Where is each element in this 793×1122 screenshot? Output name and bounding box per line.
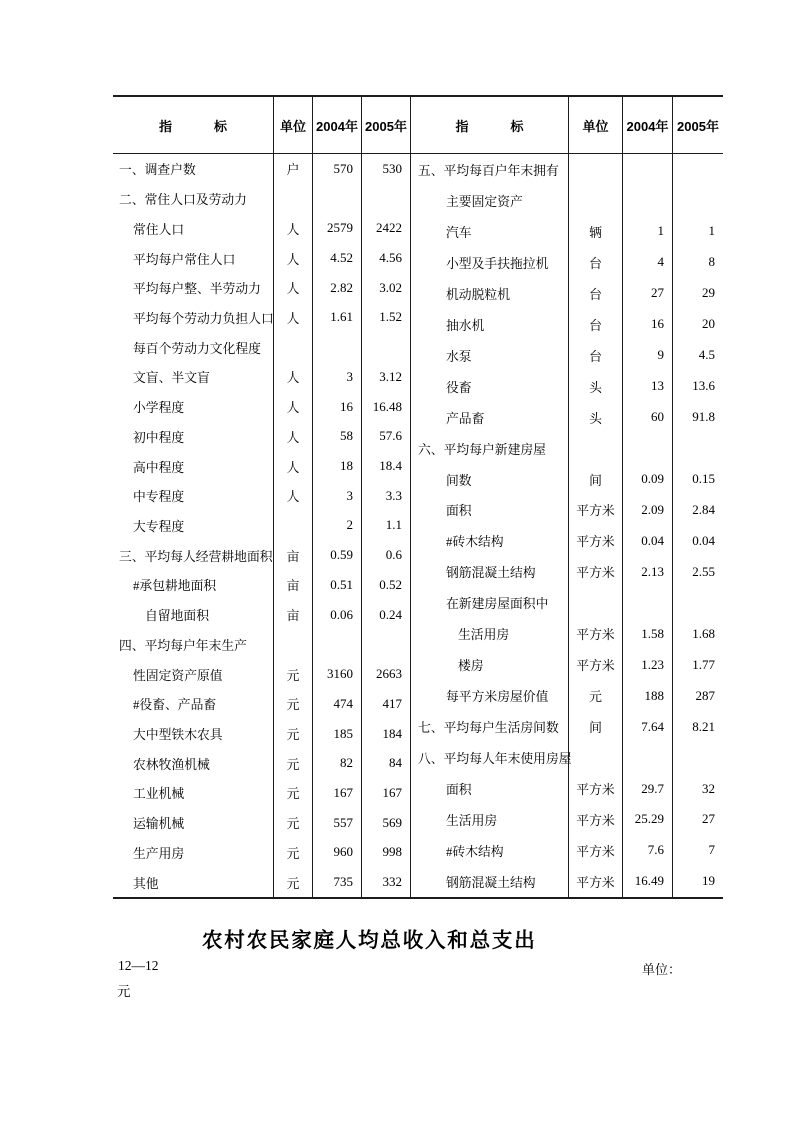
value-2005-cell: 0.6: [385, 547, 402, 563]
unit-cell: 平方米: [569, 525, 623, 556]
value-2005-cell: 1: [708, 223, 715, 239]
value-2005-cell: 998: [382, 844, 402, 860]
indicator-cell: 生活用房: [411, 804, 569, 835]
value-2005-cell: 1.52: [379, 309, 402, 325]
table-row: [113, 719, 410, 749]
indicator-cell: 生活用房: [411, 618, 569, 649]
table-row: [411, 525, 723, 556]
column-header-indicator: [113, 97, 274, 153]
table-row: [411, 556, 723, 587]
indicator-cell: 二、常住人口及劳动力: [113, 184, 274, 214]
value-2005-cell: 20: [702, 316, 715, 332]
indicator-cell: 八、平均每人年末使用房屋: [411, 742, 569, 773]
table-row: [113, 748, 410, 778]
column-header-unit: 单位: [569, 97, 623, 153]
table-row: [411, 649, 723, 680]
unit-cell: [569, 185, 623, 216]
indicator-cell: 工业机械: [113, 778, 274, 808]
table-row: [411, 402, 723, 433]
value-2004-cell: [623, 433, 673, 464]
indicator-cell: 面积: [411, 773, 569, 804]
indicator-cell: 平均每户常住人口: [113, 243, 274, 273]
value-2004-cell: 0.04: [623, 525, 673, 556]
value-2005-cell: 4.5: [698, 347, 715, 363]
table-row: [113, 659, 410, 689]
indicator-cell: 自留地面积: [113, 600, 274, 630]
value-2004-cell: 474: [313, 689, 362, 719]
indicator-cell: 三、平均每人经营耕地面积: [113, 540, 274, 570]
unit-cell: 人: [274, 421, 313, 451]
value-2005-cell: [362, 184, 410, 214]
table-row: [113, 808, 410, 838]
unit-cell: 元: [274, 808, 313, 838]
unit-cell: 台: [569, 340, 623, 371]
indicator-cell: #役畜、产品畜: [113, 689, 274, 719]
value-2005-cell: 13.6: [692, 378, 715, 394]
unit-cell: [274, 184, 313, 214]
indicator-cell: 文盲、半文盲: [113, 362, 274, 392]
indicator-cell: 常住人口: [113, 213, 274, 243]
unit-cell: 人: [274, 213, 313, 243]
table-row: [113, 392, 410, 422]
value-2005-cell: 29: [702, 285, 715, 301]
value-2004-cell: 2.82: [313, 273, 362, 303]
value-2004-cell: [313, 184, 362, 214]
table-right-body: [411, 154, 723, 897]
value-2004-cell: 0.59: [313, 540, 362, 570]
value-2004-cell: 60: [623, 402, 673, 433]
statistics-table: [113, 95, 723, 899]
indicator-cell: 机动脱粒机: [411, 278, 569, 309]
table-header-row: [113, 97, 410, 154]
value-2004-cell: 13: [623, 371, 673, 402]
table-row: [113, 600, 410, 630]
value-2005-cell: 84: [389, 755, 402, 771]
table-row: [411, 711, 723, 742]
unit-cell: [569, 154, 623, 185]
value-2005-cell: 2.84: [692, 501, 715, 517]
value-2004-cell: [623, 587, 673, 618]
indicator-cell: 抽水机: [411, 309, 569, 340]
table-row: [113, 778, 410, 808]
value-2004-cell: 2.09: [623, 494, 673, 525]
table-row: [411, 866, 723, 897]
table-row: [411, 742, 723, 773]
unit-cell: 元: [274, 748, 313, 778]
unit-value: 元: [117, 984, 131, 999]
unit-cell: 台: [569, 309, 623, 340]
value-2005-cell: 569: [382, 814, 402, 830]
unit-cell: 户: [274, 154, 313, 184]
indicator-cell: 汽车: [411, 216, 569, 247]
column-header-indicator-label: 指标: [158, 118, 269, 134]
indicator-cell: 七、平均每户生活房间数: [411, 711, 569, 742]
value-2005-cell: 0.52: [379, 576, 402, 592]
value-2004-cell: 960: [313, 838, 362, 868]
indicator-cell: #承包耕地面积: [113, 570, 274, 600]
unit-cell: 亩: [274, 540, 313, 570]
unit-cell: 人: [274, 303, 313, 333]
unit-cell: [274, 332, 313, 362]
indicator-cell: 每平方米房屋价值: [411, 680, 569, 711]
unit-cell: 元: [569, 680, 623, 711]
table-left-body: [113, 154, 410, 897]
unit-cell: 平方米: [569, 773, 623, 804]
value-2004-cell: 557: [313, 808, 362, 838]
indicator-cell: 产品畜: [411, 402, 569, 433]
table-right-half: [411, 97, 723, 897]
table-row: [411, 680, 723, 711]
value-2004-cell: 185: [313, 719, 362, 749]
indicator-cell: 生产用房: [113, 838, 274, 868]
unit-cell: [569, 587, 623, 618]
value-2004-cell: 1: [623, 216, 673, 247]
value-2004-cell: 16: [623, 309, 673, 340]
indicator-cell: 平均每个劳动力负担人口: [113, 303, 274, 333]
indicator-cell: 平均每户整、半劳动力: [113, 273, 274, 303]
table-row: [113, 213, 410, 243]
indicator-cell: 其他: [113, 867, 274, 897]
unit-cell: 人: [274, 243, 313, 273]
unit-cell: 头: [569, 402, 623, 433]
value-2004-cell: 3: [313, 362, 362, 392]
table-row: [113, 421, 410, 451]
value-2004-cell: 25.29: [623, 804, 673, 835]
unit-cell: 头: [569, 371, 623, 402]
value-2005-cell: 7: [708, 842, 715, 858]
indicator-cell: 四、平均每户年末生产: [113, 630, 274, 660]
value-2005-cell: 0.24: [379, 606, 402, 622]
value-2005-cell: 91.8: [692, 409, 715, 425]
value-2004-cell: 58: [313, 421, 362, 451]
unit-cell: 元: [274, 659, 313, 689]
table-row: [411, 464, 723, 495]
indicator-cell: 役畜: [411, 371, 569, 402]
column-header-indicator-label: 指标: [455, 118, 566, 134]
indicator-cell: 水泵: [411, 340, 569, 371]
table-row: [113, 540, 410, 570]
unit-cell: 元: [274, 778, 313, 808]
unit-cell: 平方米: [569, 649, 623, 680]
table-row: [113, 332, 410, 362]
indicator-cell: 钢筋混凝土结构: [411, 866, 569, 897]
indicator-cell: 间数: [411, 464, 569, 495]
value-2005-cell: 3.3: [385, 487, 402, 503]
indicator-cell: 六、平均每户新建房屋: [411, 433, 569, 464]
value-2005-cell: 1.68: [692, 625, 715, 641]
table-left-half: [113, 97, 411, 897]
value-2004-cell: [623, 185, 673, 216]
value-2004-cell: 1.61: [313, 303, 362, 333]
column-header-2005: 2005年: [677, 118, 719, 134]
table-row: [411, 185, 723, 216]
unit-cell: 人: [274, 362, 313, 392]
value-2004-cell: 4.52: [313, 243, 362, 273]
value-2004-cell: 7.6: [623, 835, 673, 866]
value-2004-cell: [313, 332, 362, 362]
value-2005-cell: [673, 185, 723, 216]
value-2004-cell: 29.7: [623, 773, 673, 804]
value-2005-cell: 19: [702, 873, 715, 889]
unit-cell: 亩: [274, 600, 313, 630]
value-2004-cell: [623, 742, 673, 773]
table-header-row: [411, 97, 723, 154]
unit-cell: [274, 630, 313, 660]
unit-cell: 人: [274, 273, 313, 303]
unit-cell: 平方米: [569, 618, 623, 649]
value-2004-cell: 0.51: [313, 570, 362, 600]
value-2005-cell: 332: [382, 874, 402, 890]
table-row: [411, 804, 723, 835]
table-row: [411, 494, 723, 525]
value-2004-cell: 7.64: [623, 711, 673, 742]
indicator-cell: 小学程度: [113, 392, 274, 422]
value-2004-cell: 16: [313, 392, 362, 422]
indicator-cell: 面积: [411, 494, 569, 525]
unit-cell: 人: [274, 481, 313, 511]
indicator-cell: 中专程度: [113, 481, 274, 511]
value-2004-cell: 0.09: [623, 464, 673, 495]
table-row: [113, 303, 410, 333]
indicator-cell: 运输机械: [113, 808, 274, 838]
indicator-cell: 钢筋混凝土结构: [411, 556, 569, 587]
next-table-title: 农村农民家庭人均总收入和总支出: [202, 929, 537, 952]
table-row: [113, 362, 410, 392]
unit-cell: 元: [274, 689, 313, 719]
value-2005-cell: 417: [382, 695, 402, 711]
indicator-cell: 农林牧渔机械: [113, 748, 274, 778]
value-2005-cell: 32: [702, 780, 715, 796]
value-2004-cell: 188: [623, 680, 673, 711]
value-2005-cell: 18.4: [379, 458, 402, 474]
column-header-2005: 2005年: [365, 118, 407, 134]
value-2005-cell: 2.55: [692, 563, 715, 579]
value-2004-cell: 2579: [313, 213, 362, 243]
indicator-cell: 大专程度: [113, 511, 274, 541]
value-2005-cell: 4.56: [379, 250, 402, 266]
table-row: [113, 867, 410, 897]
value-2004-cell: 18: [313, 451, 362, 481]
unit-cell: 元: [274, 867, 313, 897]
unit-cell: 元: [274, 838, 313, 868]
indicator-cell: 高中程度: [113, 451, 274, 481]
table-number: 12—12: [118, 958, 159, 973]
table-row: [411, 371, 723, 402]
indicator-cell: #砖木结构: [411, 525, 569, 556]
table-row: [411, 216, 723, 247]
value-2005-cell: 27: [702, 811, 715, 827]
table-row: [113, 184, 410, 214]
unit-cell: 平方米: [569, 804, 623, 835]
table-row: [113, 511, 410, 541]
value-2005-cell: [673, 587, 723, 618]
value-2005-cell: 16.48: [372, 398, 402, 414]
value-2004-cell: 82: [313, 748, 362, 778]
table-row: [113, 630, 410, 660]
unit-cell: 人: [274, 392, 313, 422]
value-2004-cell: 3: [313, 481, 362, 511]
value-2004-cell: 0.06: [313, 600, 362, 630]
unit-cell: 辆: [569, 216, 623, 247]
value-2005-cell: 8.21: [692, 718, 715, 734]
value-2004-cell: 1.58: [623, 618, 673, 649]
table-row: [411, 278, 723, 309]
indicator-cell: 主要固定资产: [411, 185, 569, 216]
value-2004-cell: 3160: [313, 659, 362, 689]
value-2005-cell: 3.02: [379, 279, 402, 295]
value-2004-cell: 2.13: [623, 556, 673, 587]
value-2004-cell: 9: [623, 340, 673, 371]
indicator-cell: 小型及手扶拖拉机: [411, 247, 569, 278]
indicator-cell: 楼房: [411, 649, 569, 680]
table-row: [113, 273, 410, 303]
table-row: [411, 340, 723, 371]
table-row: [411, 154, 723, 185]
unit-cell: [274, 511, 313, 541]
unit-cell: 平方米: [569, 494, 623, 525]
value-2004-cell: [313, 630, 362, 660]
table-row: [411, 773, 723, 804]
value-2005-cell: [673, 154, 723, 185]
unit-cell: [569, 433, 623, 464]
column-header-2004: 2004年: [313, 97, 362, 153]
unit-cell: [569, 742, 623, 773]
unit-cell: 平方米: [569, 835, 623, 866]
unit-cell: 人: [274, 451, 313, 481]
value-2005-cell: 287: [695, 687, 715, 703]
table-row: [113, 451, 410, 481]
column-header-indicator: [411, 97, 569, 153]
value-2005-cell: 57.6: [379, 428, 402, 444]
value-2005-cell: 530: [382, 160, 402, 176]
table-row: [411, 433, 723, 464]
indicator-cell: 一、调查户数: [113, 154, 274, 184]
value-2004-cell: 735: [313, 867, 362, 897]
indicator-cell: 在新建房屋面积中: [411, 587, 569, 618]
table-row: [113, 570, 410, 600]
value-2005-cell: 0.15: [692, 471, 715, 486]
value-2005-cell: 0.04: [692, 532, 715, 548]
value-2005-cell: 167: [382, 784, 402, 800]
value-2004-cell: 570: [313, 154, 362, 184]
value-2005-cell: [673, 742, 723, 773]
unit-cell: 平方米: [569, 866, 623, 897]
value-2005-cell: 3.12: [379, 368, 402, 384]
unit-cell: 台: [569, 278, 623, 309]
indicator-cell: 大中型铁木农具: [113, 719, 274, 749]
unit-cell: 间: [569, 464, 623, 495]
value-2005-cell: 184: [382, 725, 402, 741]
table-row: [411, 835, 723, 866]
table-row: [113, 689, 410, 719]
table-row: [411, 587, 723, 618]
value-2005-cell: 8: [708, 254, 715, 270]
value-2005-cell: 1.1: [385, 517, 402, 533]
column-header-unit: 单位: [274, 97, 313, 153]
unit-cell: 元: [274, 719, 313, 749]
table-row: [113, 838, 410, 868]
value-2004-cell: 27: [623, 278, 673, 309]
table-row: [411, 309, 723, 340]
unit-label: 单位：: [642, 962, 682, 977]
table-row: [411, 247, 723, 278]
unit-cell: 台: [569, 247, 623, 278]
value-2004-cell: 167: [313, 778, 362, 808]
value-2005-cell: 1.77: [692, 656, 715, 672]
indicator-cell: #砖木结构: [411, 835, 569, 866]
value-2004-cell: 16.49: [623, 866, 673, 897]
indicator-cell: 性固定资产原值: [113, 659, 274, 689]
value-2004-cell: 1.23: [623, 649, 673, 680]
column-header-2004: 2004年: [623, 97, 673, 153]
indicator-cell: 每百个劳动力文化程度: [113, 332, 274, 362]
value-2004-cell: 2: [313, 511, 362, 541]
indicator-cell: 五、平均每百户年末拥有: [411, 154, 569, 185]
table-row: [113, 154, 410, 184]
unit-cell: 亩: [274, 570, 313, 600]
unit-cell: 平方米: [569, 556, 623, 587]
value-2005-cell: [673, 433, 723, 464]
table-row: [113, 481, 410, 511]
indicator-cell: 初中程度: [113, 421, 274, 451]
value-2004-cell: [623, 154, 673, 185]
value-2005-cell: 2422: [376, 220, 402, 236]
value-2004-cell: 4: [623, 247, 673, 278]
table-row: [411, 618, 723, 649]
unit-cell: 间: [569, 711, 623, 742]
value-2005-cell: 2663: [376, 666, 402, 682]
value-2005-cell: [362, 332, 410, 362]
table-row: [113, 243, 410, 273]
value-2005-cell: [362, 630, 410, 660]
